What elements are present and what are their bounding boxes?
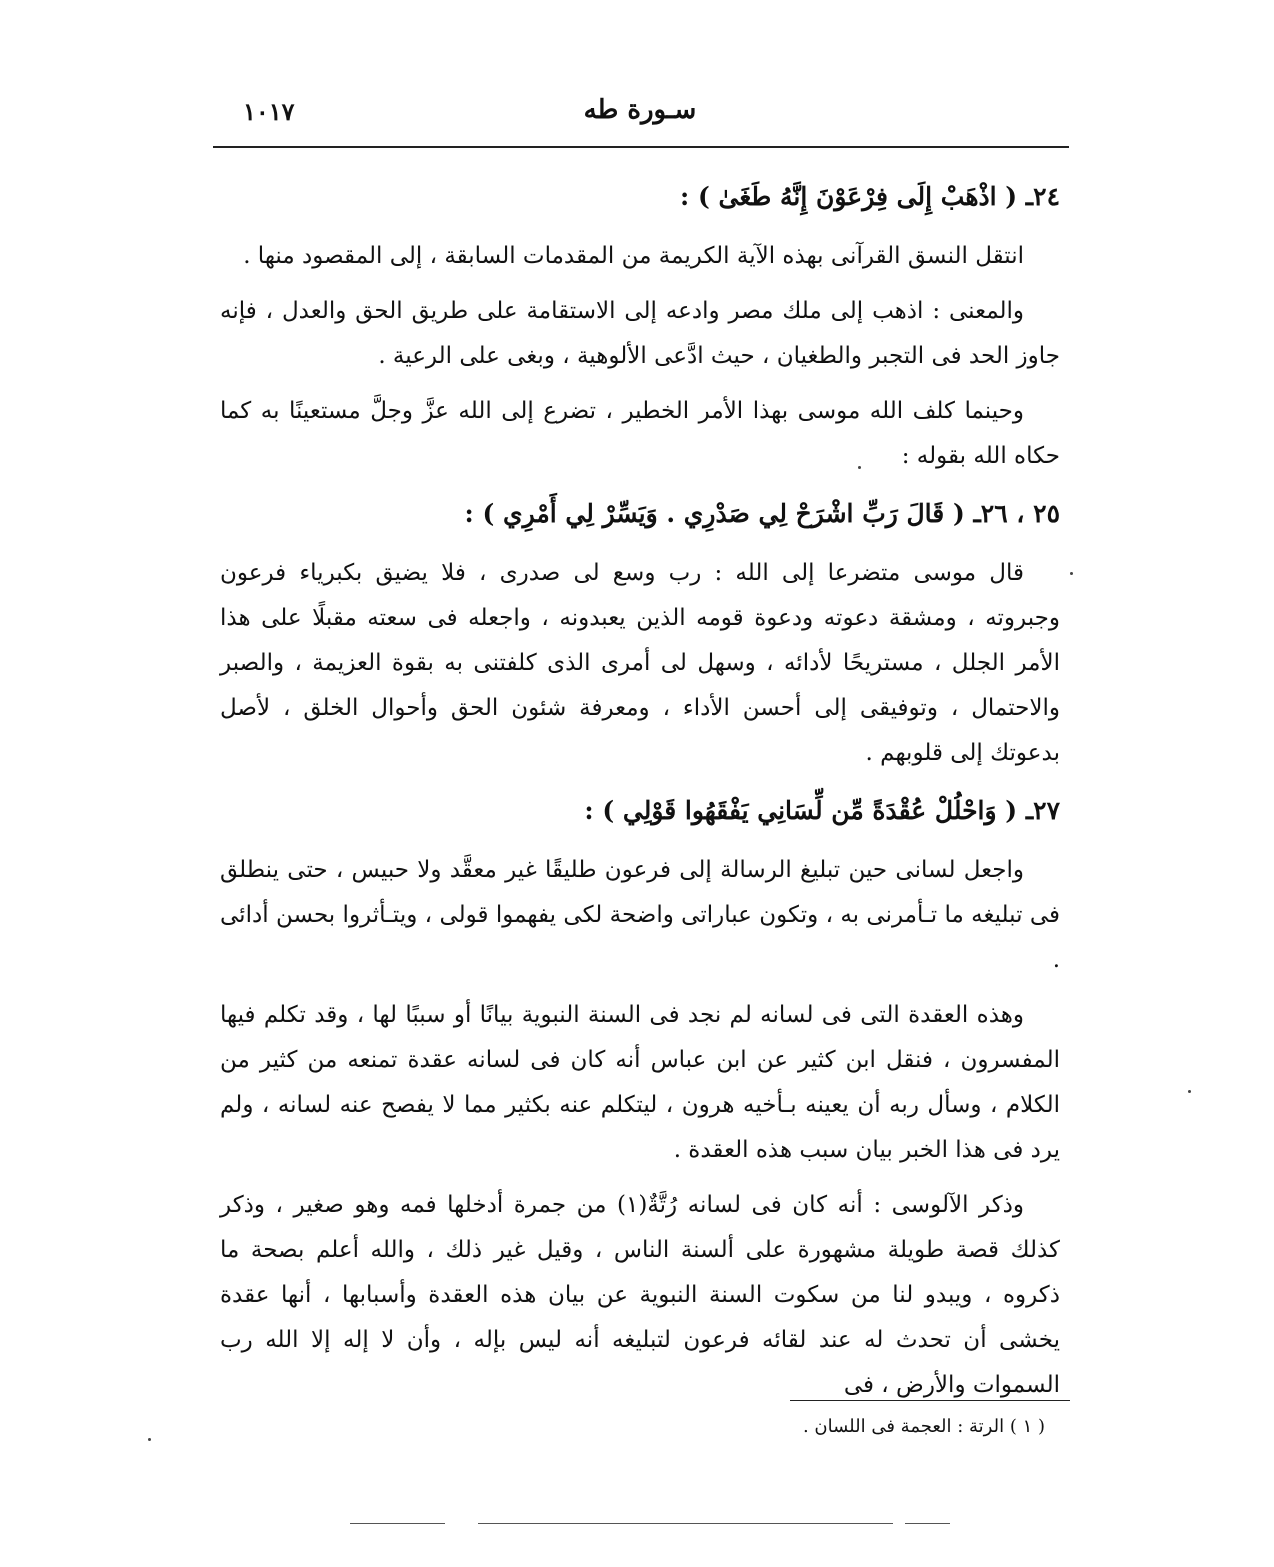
paragraph: وهذه العقدة التى فى لسانه لم نجد فى السنة النبوية بيانًا أو سببًا لها ، وقد تكلم فيها المفسرون ، فنقل ابن كثير عن ابن عباس أنه كان فى لسانه عقدة تمنعه من كثير من الكلام ، وسأل ربه أن يعينه بـأخيه هرون ، ليتكلم عنه بكثير مما لا يفصح عنه لسانه ، ولم يرد فى هذا الخبر بيان سبب هذه العقدة .: [220, 1002, 1060, 1163]
scan-speck: [1188, 1090, 1191, 1093]
paragraph: قال موسى متضرعا إلى الله : رب وسع لى صدرى ، فلا يضيق بكبرياء فرعون وجبروته ، ومشقة دعوته ودعوة قومه الذين يعبدونه ، واجعله فى سعته مقبلًا على هذا الأمر الجلل ، مستريحًا لأدائه ، وسهل لى أمرى الذى كلفتنى به بقوة العزيمة ، والصبر والاحتمال ، وتوفيقى إلى أحسن الأداء ، ومعرفة شئون الحق وأحوال الخلق ، لأصل بدعوتك إلى قلوبهم .: [220, 560, 1060, 766]
page-body: [220, 168, 1060, 1418]
surah-title: سـورة طه: [583, 95, 697, 125]
scan-artifact-line: [905, 1523, 950, 1524]
ayah-heading: ٢٧ـ ( وَاحْلُلْ عُقْدَةً مِّن لِّسَانِي يَفْقَهُوا قَوْلِي ) :: [584, 796, 1060, 825]
scan-artifact-line: [350, 1523, 445, 1524]
ayah-heading: ٢٤ـ ( اذْهَبْ إِلَى فِرْعَوْنَ إِنَّهُ طَغَىٰ ) :: [680, 182, 1060, 211]
paragraph: وحينما كلف الله موسى بهذا الأمر الخطير ، تضرع إلى الله عزَّ وجلَّ مستعينًا به كما حكاه الله بقوله :: [220, 398, 1060, 469]
paragraph: انتقل النسق القرآنى بهذه الآية الكريمة من المقدمات السابقة ، إلى المقصود منها .: [243, 243, 1024, 269]
paragraph: واجعل لسانى حين تبليغ الرسالة إلى فرعون طليقًا غير معقَّد ولا حبيس ، حتى ينطلق فى تبليغه ما تـأمرنى به ، وتكون عباراتى واضحة لكى يفهموا قولى ، ويتـأثروا بحسن أدائى .: [220, 857, 1060, 973]
page-number: ١٠١٧: [243, 97, 295, 126]
page-header: [215, 95, 1065, 145]
paragraph: وذكر الآلوسى : أنه كان فى لسانه رُتَّةٌ(١) من جمرة أدخلها فمه وهو صغير ، وذكر كذلك قصة طويلة مشهورة على ألسنة الناس ، وقيل غير ذلك ، والله أعلم بصحة ما ذكروه ، ويبدو لنا من سكوت السنة النبوية عن بيان هذه العقدة وأسبابها ، أنها عقدة يخشى أن تحدث له عند لقائه فرعون لتبليغه أنه ليس بإله ، وأن لا إله إلا الله رب السموات والأرض ، فى: [220, 1192, 1060, 1398]
paragraph: والمعنى : اذهب إلى ملك مصر وادعه إلى الاستقامة على طريق الحق والعدل ، فإنه جاوز الحد فى التجبر والطغيان ، حيث ادَّعى الألوهية ، وبغى على الرعية .: [220, 298, 1060, 369]
scan-artifact-line: [478, 1523, 893, 1524]
ayah-heading: ٢٥ ، ٢٦ـ ( قَالَ رَبِّ اشْرَحْ لِي صَدْرِي . وَيَسِّرْ لِي أَمْرِي ) :: [464, 499, 1060, 528]
footnote-divider: [790, 1400, 1070, 1401]
scan-speck: [148, 1438, 151, 1441]
footnote: ( ١ ) الرتة : العجمة فى اللسان .: [802, 1416, 1045, 1437]
header-divider: [213, 146, 1069, 148]
scan-speck: [1070, 572, 1073, 575]
scan-speck: [858, 466, 861, 469]
